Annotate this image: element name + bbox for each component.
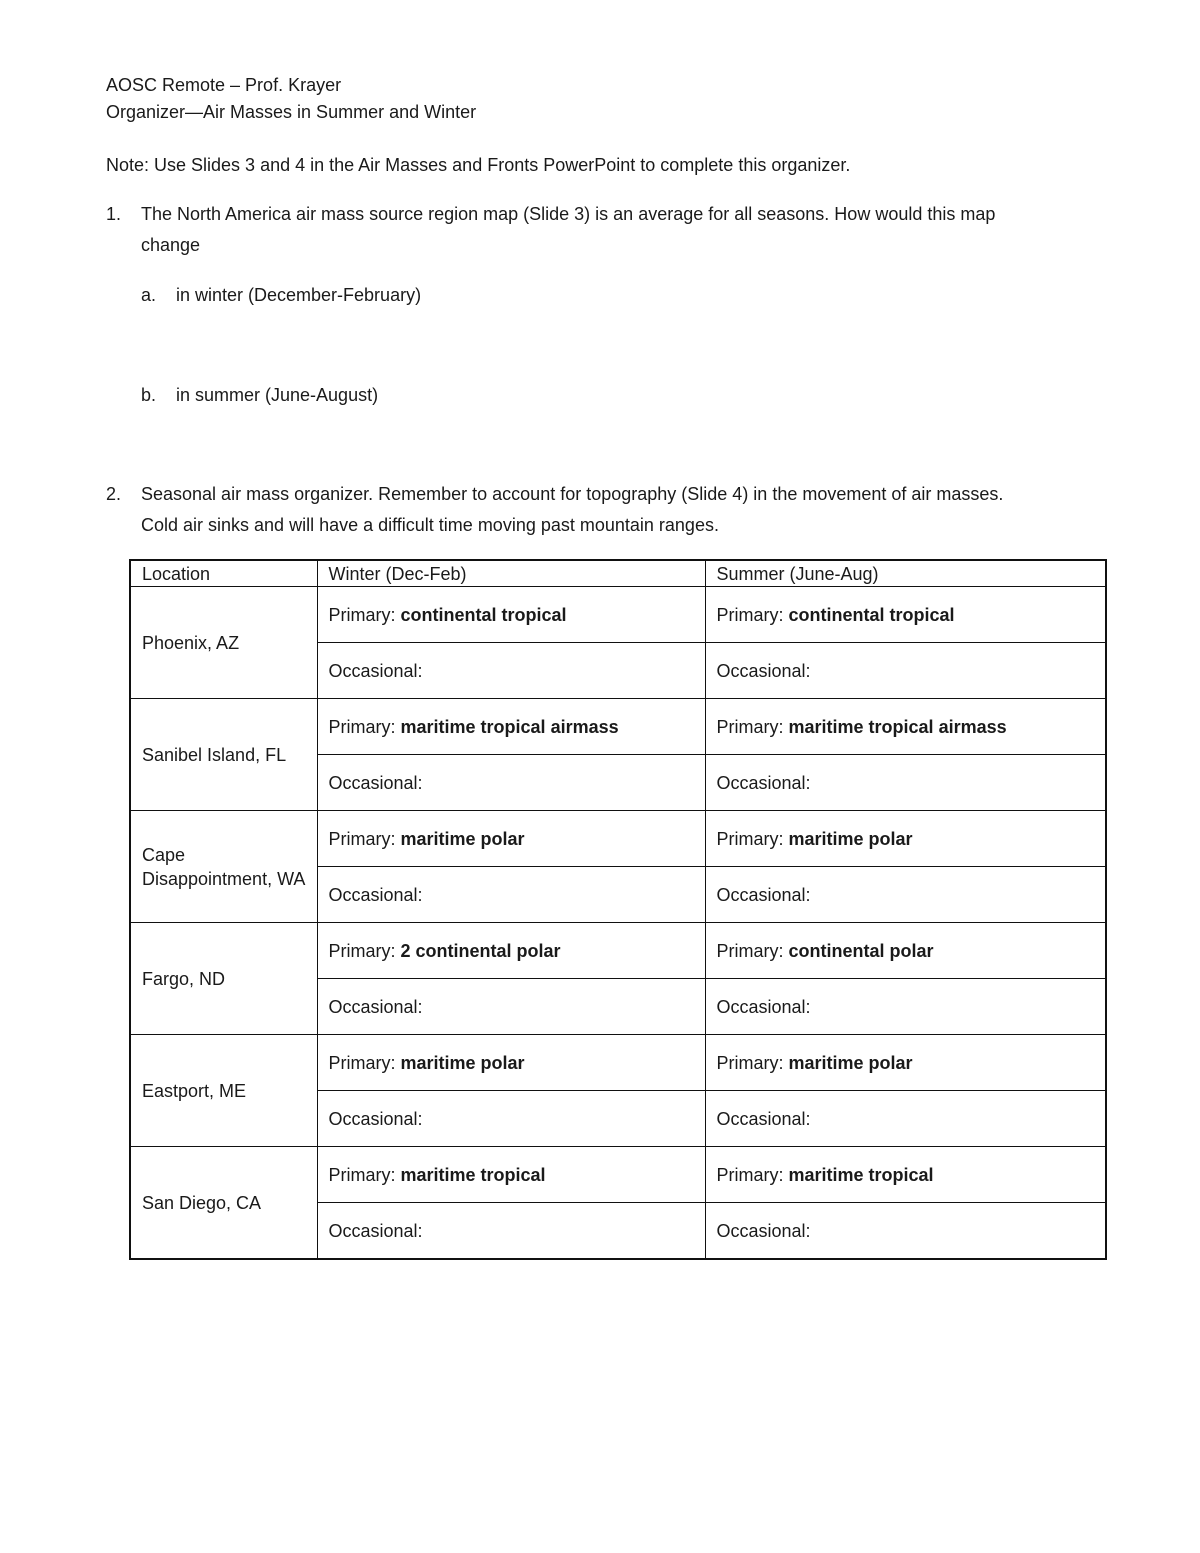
winter-primary-value: continental tropical [400, 604, 567, 625]
winter-occasional-cell[interactable] [317, 755, 705, 811]
summer-primary-value: continental polar [788, 940, 934, 961]
location-cell: Eastport, ME [130, 1035, 317, 1147]
primary-label: Primary: [328, 716, 396, 737]
summer-primary-cell[interactable] [705, 923, 1106, 979]
occasional-label: Occasional: [716, 660, 811, 681]
question-1-number: 1. [106, 204, 122, 224]
summer-occasional-cell[interactable] [705, 867, 1106, 923]
winter-primary-cell[interactable] [317, 1035, 705, 1091]
summer-primary-value: continental tropical [788, 604, 955, 625]
primary-label: Primary: [328, 1052, 396, 1073]
primary-label: Primary: [716, 828, 784, 849]
occasional-label: Occasional: [716, 884, 811, 905]
summer-primary-cell[interactable] [705, 587, 1106, 643]
primary-label: Primary: [716, 1052, 784, 1073]
summer-occasional-cell[interactable] [705, 755, 1106, 811]
header-winter: Winter (Dec-Feb) [317, 560, 705, 587]
summer-primary-cell[interactable] [705, 1035, 1106, 1091]
header-location: Location [130, 560, 317, 587]
summer-primary-value: maritime tropical airmass [788, 716, 1007, 737]
summer-occasional-cell[interactable] [705, 979, 1106, 1035]
course-header: AOSC Remote – Prof. Krayer [106, 75, 342, 95]
summer-occasional-cell[interactable] [705, 1091, 1106, 1147]
occasional-label: Occasional: [328, 772, 423, 793]
table-row [130, 811, 1106, 867]
occasional-label: Occasional: [328, 884, 423, 905]
table-row [130, 923, 1106, 979]
primary-label: Primary: [716, 604, 784, 625]
winter-primary-value: maritime polar [400, 828, 525, 849]
occasional-label: Occasional: [328, 1108, 423, 1129]
question-2-number: 2. [106, 484, 122, 504]
location-cell: Fargo, ND [130, 923, 317, 1035]
summer-primary-value: maritime polar [788, 828, 913, 849]
question-2-line-1: Seasonal air mass organizer. Remember to account for topography (Slide 4) in the movement of air masses. [141, 484, 1004, 504]
air-mass-organizer-table [129, 559, 1107, 1260]
winter-occasional-cell[interactable] [317, 979, 705, 1035]
winter-occasional-cell[interactable] [317, 1091, 705, 1147]
header-summer: Summer (June-Aug) [705, 560, 1106, 587]
winter-primary-value: maritime polar [400, 1052, 525, 1073]
summer-primary-cell[interactable] [705, 699, 1106, 755]
document-title: Organizer—Air Masses in Summer and Winter [106, 102, 477, 122]
location-cell: San Diego, CA [130, 1147, 317, 1260]
occasional-label: Occasional: [716, 1220, 811, 1241]
winter-occasional-cell[interactable] [317, 867, 705, 923]
winter-primary-cell[interactable] [317, 699, 705, 755]
question-2-line-2: Cold air sinks and will have a difficult time moving past mountain ranges. [141, 515, 719, 535]
winter-occasional-cell[interactable] [317, 1203, 705, 1260]
winter-primary-value: maritime tropical [400, 1164, 546, 1185]
location-cell: Sanibel Island, FL [130, 699, 317, 811]
occasional-label: Occasional: [716, 996, 811, 1017]
primary-label: Primary: [716, 1164, 784, 1185]
primary-label: Primary: [328, 1164, 396, 1185]
question-1-line-2: change [141, 235, 201, 255]
table-row [130, 1035, 1106, 1091]
summer-occasional-cell[interactable] [705, 1203, 1106, 1260]
summer-primary-cell[interactable] [705, 1147, 1106, 1203]
winter-primary-cell[interactable] [317, 587, 705, 643]
occasional-label: Occasional: [328, 660, 423, 681]
winter-primary-cell[interactable] [317, 923, 705, 979]
table-row [130, 699, 1106, 755]
table-header-row [130, 560, 1106, 587]
question-1-line-1: The North America air mass source region map (Slide 3) is an average for all seasons. How would this map [141, 204, 996, 224]
winter-primary-cell[interactable] [317, 1147, 705, 1203]
location-cell: Phoenix, AZ [130, 587, 317, 699]
question-1b-letter: b. [141, 385, 157, 405]
question-1b-text: in summer (June-August) [176, 385, 379, 405]
note-text: Note: Use Slides 3 and 4 in the Air Masses and Fronts PowerPoint to complete this organizer. [106, 155, 851, 175]
occasional-label: Occasional: [328, 1220, 423, 1241]
summer-primary-cell[interactable] [705, 811, 1106, 867]
question-1a-letter: a. [141, 285, 157, 305]
summer-primary-value: maritime tropical [788, 1164, 934, 1185]
table-row [130, 587, 1106, 643]
summer-occasional-cell[interactable] [705, 643, 1106, 699]
table-row [130, 1147, 1106, 1203]
winter-primary-cell[interactable] [317, 811, 705, 867]
winter-occasional-cell[interactable] [317, 643, 705, 699]
primary-label: Primary: [328, 940, 396, 961]
occasional-label: Occasional: [716, 772, 811, 793]
winter-primary-value: maritime tropical airmass [400, 716, 619, 737]
primary-label: Primary: [328, 604, 396, 625]
primary-label: Primary: [716, 940, 784, 961]
location-cell: Cape Disappointment, WA [130, 811, 317, 923]
primary-label: Primary: [716, 716, 784, 737]
occasional-label: Occasional: [328, 996, 423, 1017]
question-1a-text: in winter (December-February) [176, 285, 422, 305]
winter-primary-value: 2 continental polar [400, 940, 561, 961]
primary-label: Primary: [328, 828, 396, 849]
summer-primary-value: maritime polar [788, 1052, 913, 1073]
occasional-label: Occasional: [716, 1108, 811, 1129]
